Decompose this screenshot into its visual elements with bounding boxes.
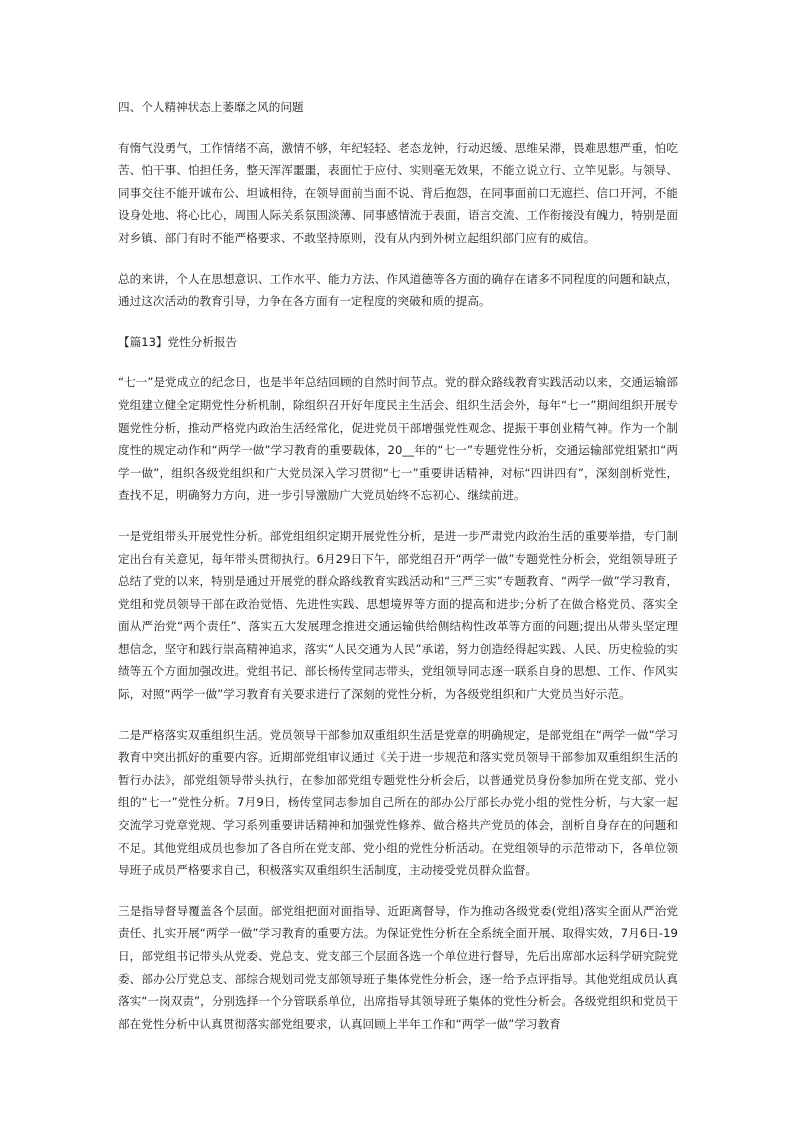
- article-13-heading: 【篇13】党性分析报告: [118, 334, 238, 349]
- summary-paragraph: 总的来讲，个人在思想意识、工作水平、能力方法、作风道德等各方面的确存在诸多不同程度的问题和缺点，通过这次活动的教育引导，力争在各方面有一定程度的突破和质的提高。: [118, 271, 678, 309]
- document-page: [118, 96, 678, 1035]
- point-2-paragraph: 二是严格落实双重组织生活。党员领导干部参加双重组织生活是党章的明确规定，是部党组在“两学一做”学习教育中突出抓好的重要内容。近期部党组审议通过《关于进一步规范和落实党员领导干部参加双重组织生活的暂行办法》，部党组领导带头执行，在参加部党组专题党性分析会后，以普通党员身份参加所在党支部、党小组的“七一”党性分析。7月9日，杨传堂同志参加自己所在的部办公厅部长办党小组的党性分析，与大家一起交流学习党章党规、学习系列重要讲话精神和加强党性修养、做合格共产党员的体会，剖析自身存在的问题和不足。其他党组成员也参加了各自所在党支部、党小组的党性分析活动。在党组领导的示范带动下，各单位领导班子成员严格要求自己，积极落实双重组织生活制度，主动接受党员群众监督。: [118, 727, 678, 878]
- point-1-paragraph: 一是党组带头开展党性分析。部党组组织定期开展党性分析，是进一步严肃党内政治生活的重要举措，专门制定出台有关意见，每年带头贯彻执行。6月29日下午，部党组召开“两学一做”专题党性分析会，党组领导班子总结了党的以来，特别是通过开展党的群众路线教育实践活动和“三严三实”专题教育、“两学一做”学习教育，党组和党员领导干部在政治觉悟、先进性实践、思想境界等方面的提高和进步;分析了在做合格党员、落实全面从严治党“两个责任”、落实五大发展理念推进交通运输供给侧结构性改革等方面的问题;提出从带头坚定理想信念，坚守和践行崇高精神追求，落实“人民交通为人民”承诺，努力创造经得起实践、人民、历史检验的实绩等五个方面加强改进。党组书记、部长杨传堂同志带头，党组领导同志逐一联系自身的思想、工作、作风实际，对照“两学一做”学习教育有关要求进行了深刻的党性分析，为各级党组织和广大党员当好示范。: [118, 528, 678, 702]
- section-4-body: 有惰气没勇气，工作情绪不高，激情不够，年纪轻轻、老态龙钟，行动迟缓、思维呆滞，畏难思想严重，怕吃苦、怕干事、怕担任务，整天浑浑噩噩，表面忙于应付、实则毫无效果，不能立说立行、立竿见影。与领导、同事交往不能开诚布公、坦诚相待，在领导面前当面不说、背后抱怨，在同事面前口无遮拦、信口开河，不能设身处地、将心比心，周围人际关系氛围淡薄、同事感情流于表面，语言交流、工作衔接没有魄力，特别是面对乡镇、部门有时不能严格要求、不敢坚持原则，没有从内到外树立起组织部门应有的威信。: [118, 140, 678, 245]
- section-4-heading: 四、个人精神状态上萎靡之风的问题: [118, 100, 304, 114]
- point-3-paragraph: 三是指导督导覆盖各个层面。部党组把面对面指导、近距离督导，作为推动各级党委(党组)落实全面从严治党责任、扎实开展“两学一做”学习教育的重要方法。为保证党性分析在全系统全面开展、取得实效，7月6日-19日，部党组书记带头从党委、党总支、党支部三个层面各选一个单位进行督导，先后出席部水运科学研究院党委、部办公厅党总支、部综合规划司党支部领导班子集体党性分析会，逐一给予点评指导。其他党组成员认真落实“一岗双责”，分别选择一个分管联系单位，出席指导其领导班子集体的党性分析会。各级党组织和党员干部在党性分析中认真贯彻落实部党组要求，认真回顾上半年工作和“两学一做”学习教育: [118, 903, 678, 1031]
- intro-paragraph: “七一”是党成立的纪念日，也是半年总结回顾的自然时间节点。党的群众路线教育实践活动以来，交通运输部党组建立健全定期党性分析机制，除组织召开好年度民主生活会、组织生活会外，每年“七一”期间组织开展专题党性分析，推动严格党内政治生活经常化，促进党员干部增强党性观念、提振干事创业精气神。作为一个制度性的规定动作和“两学一做”学习教育的重要载体，20__年的“七一”专题党性分析，交通运输部党组紧扣“两学一做”，组织各级党组织和广大党员深入学习贯彻“七一”重要讲话精神，对标“四讲四有”，深刻剖析党性，查找不足，明确努力方向，进一步引导激励广大党员始终不忘初心、继续前进。: [118, 375, 678, 503]
